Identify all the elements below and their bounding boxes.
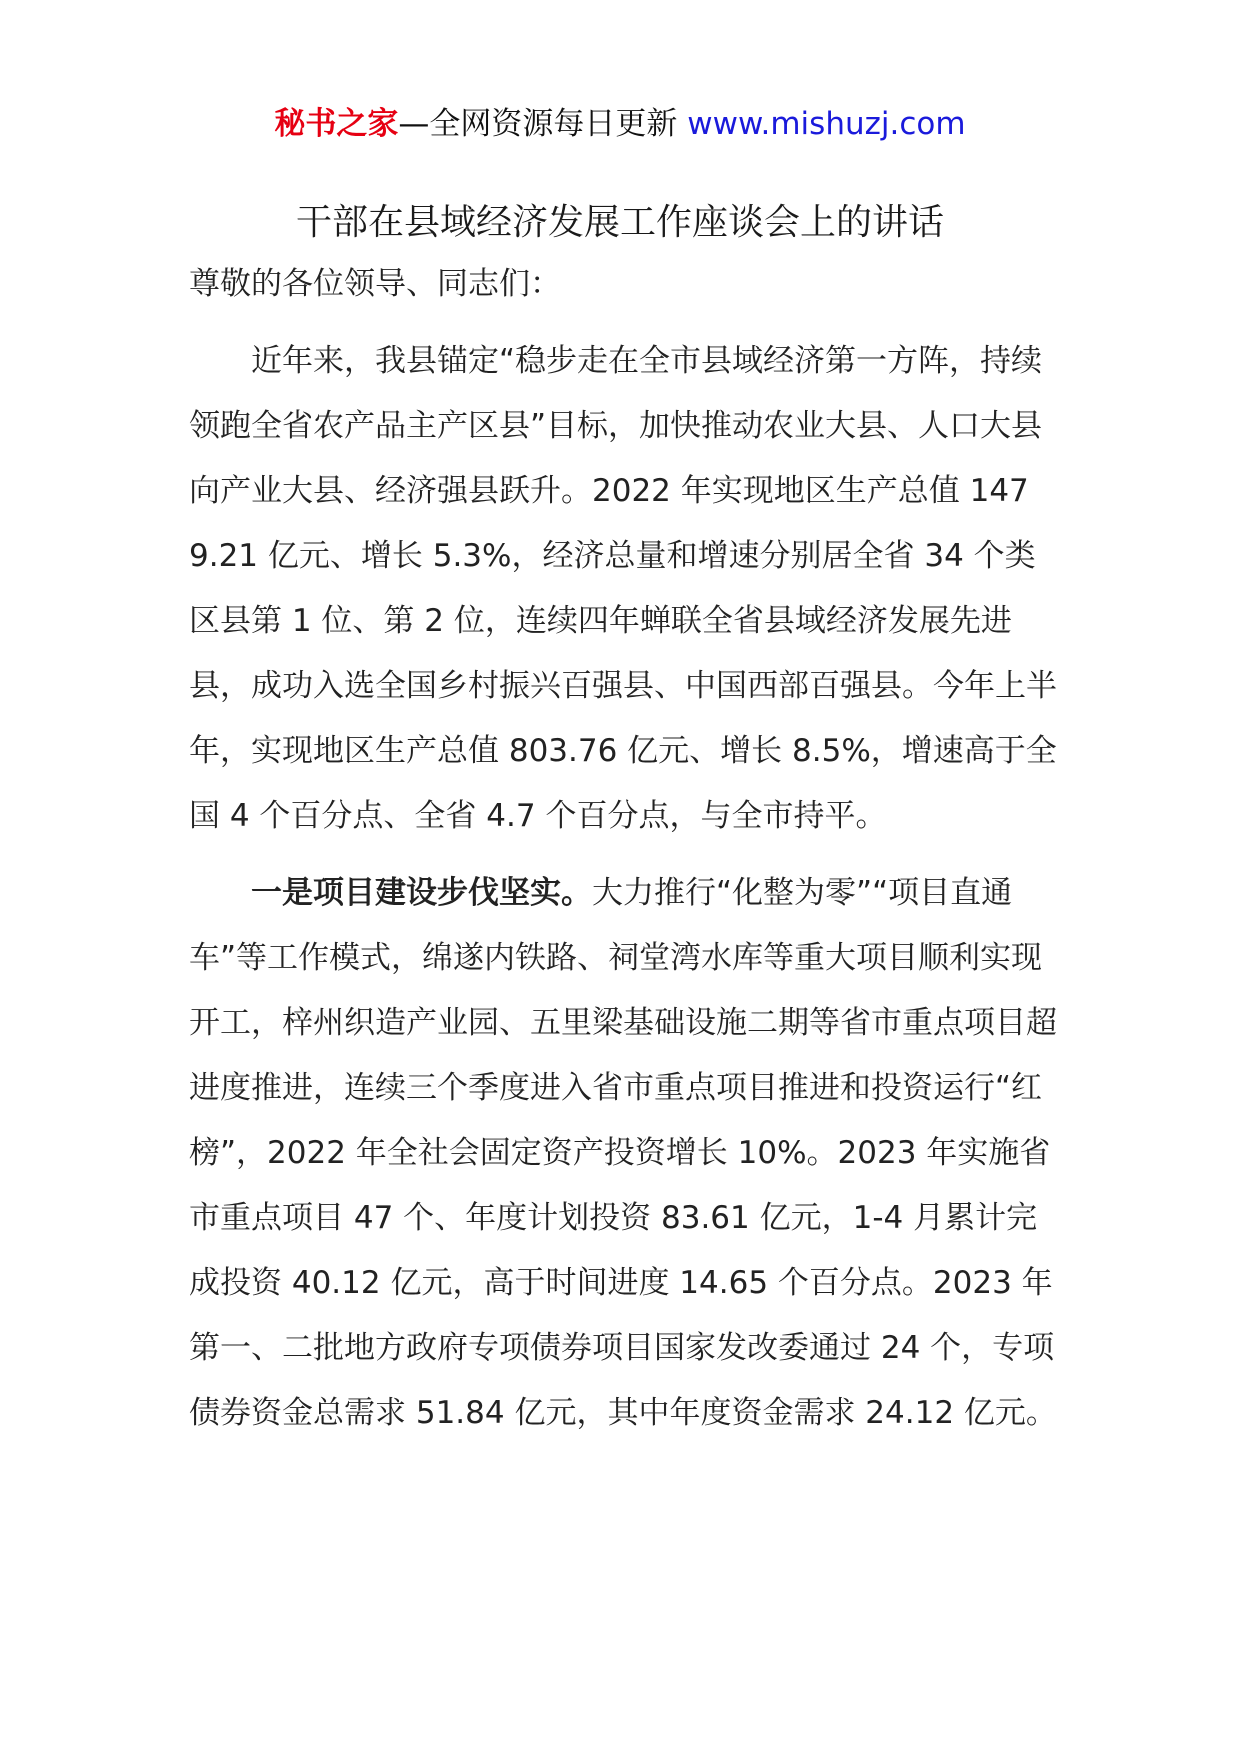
salutation: 尊敬的各位领导、同志们：	[189, 266, 561, 302]
site-header	[0, 100, 1240, 148]
site-brand: 秘书之家	[274, 106, 399, 142]
paragraph-lead-heading: 一是项目建设步伐坚实。	[251, 875, 592, 911]
paragraph-overview: 近年来，我县锚定“稳步走在全市县域经济第一方阵，持续领跑全省农产品主产区县”目标，加快推动农业大县、人口大县向产业大县、经济强县跃升。2022 年实现地区生产总值 1479.21 亿元、增长 5.3%，经济总量和增速分别居全省 34 个类区县第 1 位、第 2 位，连续四年蝉联全省县域经济发展先进县，成功入选全国乡村振兴百强县、中国西部百强县。今年上半年，实现地区生产总值 803.76 亿元、增长 8.5%，增速高于全国 4 个百分点、全省 4.7 个百分点，与全市持平。	[189, 343, 1057, 834]
paragraph-project-construction	[189, 861, 1057, 1446]
document-body	[189, 252, 1057, 1458]
document-title: 干部在县域经济发展工作座谈会上的讲话	[295, 202, 944, 243]
site-slogan: —全网资源每日更新	[398, 106, 688, 142]
site-url-link[interactable]: www.mishuzj.com	[687, 106, 966, 142]
paragraph-body-text: 大力推行“化整为零”“项目直通车”等工作模式，绵遂内铁路、祠堂湾水库等重大项目顺利实现开工，梓州织造产业园、五里梁基础设施二期等省市重点项目超进度推进，连续三个季度进入省市重点项目推进和投资运行“红榜”，2022 年全社会固定资产投资增长 10%。2023 年实施省市重点项目 47 个、年度计划投资 83.61 亿元，1-4 月累计完成投资 40.12 亿元，高于时间进度 14.65 个百分点。2023 年第一、二批地方政府专项债券项目国家发改委通过 24 个，专项债券资金总需求 51.84 亿元，其中年度资金需求 24.12 亿元。	[189, 875, 1057, 1431]
